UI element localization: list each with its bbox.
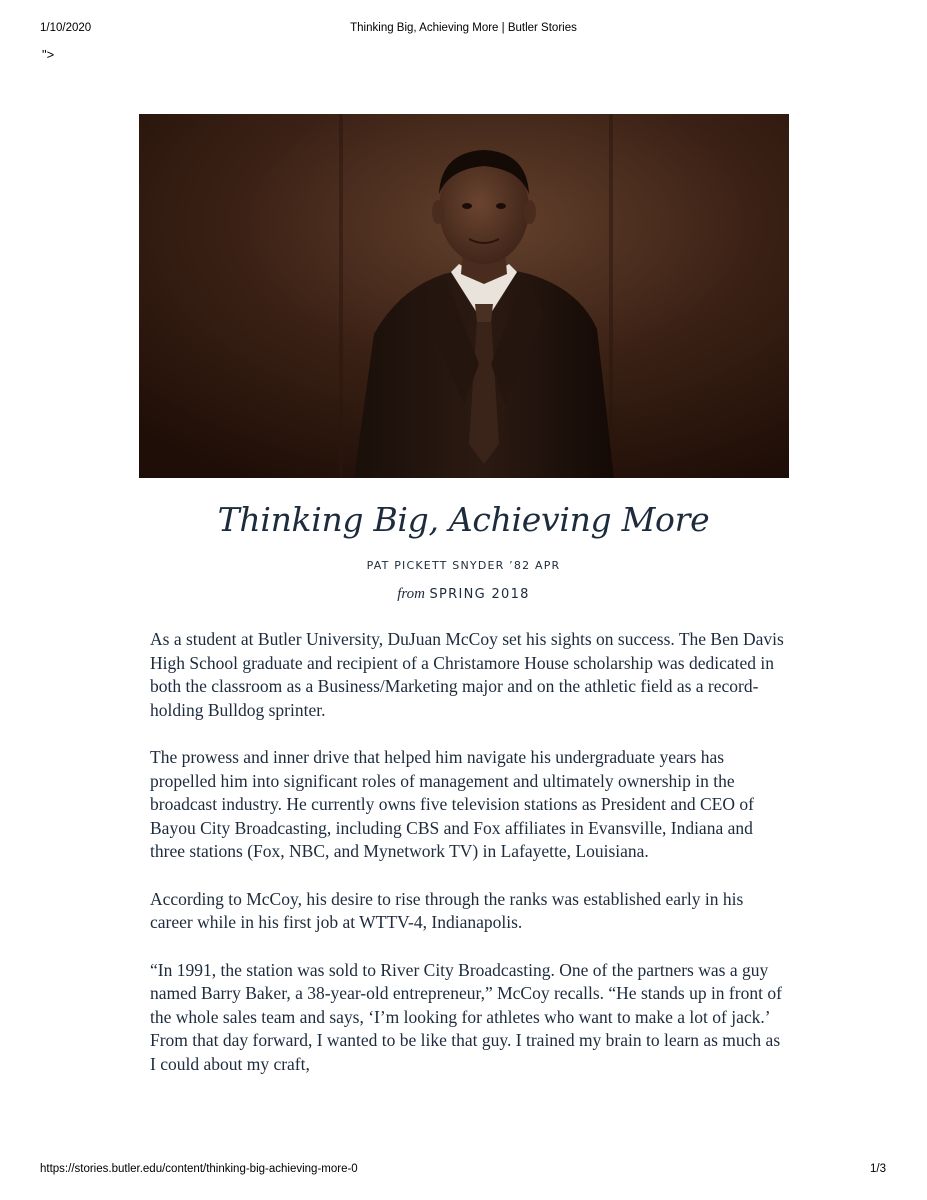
article-author: PAT PICKETT SNYDER ’82 APR <box>366 559 561 572</box>
article-title: Thinking Big, Achieving More <box>217 500 710 539</box>
print-page-title: Thinking Big, Achieving More | Butler Stories <box>350 22 577 34</box>
print-footer <box>0 1163 927 1179</box>
print-url: https://stories.butler.edu/content/thinking-big-achieving-more-0 <box>40 1163 358 1175</box>
article-issue <box>0 585 927 603</box>
stray-markup-text: "> <box>42 47 55 62</box>
article-body <box>150 628 790 1100</box>
portrait-photo-icon <box>139 114 789 478</box>
print-page-number: 1/3 <box>870 1163 886 1175</box>
issue-link[interactable]: SPRING 2018 <box>429 587 530 602</box>
print-header <box>0 22 927 38</box>
hero-image <box>139 114 789 478</box>
paragraph: According to McCoy, his desire to rise through the ranks was established early in his career while in his first job at WTTV-4, Indianapolis. <box>150 888 744 932</box>
paragraph: As a student at Butler University, DuJuan McCoy set his sights on success. The Ben Davis High School graduate and recipient of a Christamore House scholarship was dedicated in both the classroom as a Business/Marketing major and on the athletic field as a record-holding Bulldog sprinter. <box>150 629 784 720</box>
print-date: 1/10/2020 <box>40 22 92 34</box>
paragraph: The prowess and inner drive that helped him navigate his undergraduate years has propelled him into significant roles of management and ultimately ownership in the broadcast industry. He currently owns five television stations as President and CEO of Bayou City Broadcasting, including CBS and Fox affiliates in Evansville, Indiana and three stations (Fox, NBC, and Mynetwork TV) in Lafayette, Louisiana. <box>150 747 754 861</box>
from-label: from <box>397 586 426 602</box>
paragraph: “In 1991, the station was sold to River City Broadcasting. One of the partners was a guy named Barry Baker, a 38-year-old entrepreneur,” McCoy recalls. “He stands up in front of the whole sales team and says, ‘I’m looking for athletes who want to make a lot of jack.’ From that day forward, I wanted to be like that guy. I trained my brain to learn as much as I could about my craft, <box>150 959 782 1074</box>
